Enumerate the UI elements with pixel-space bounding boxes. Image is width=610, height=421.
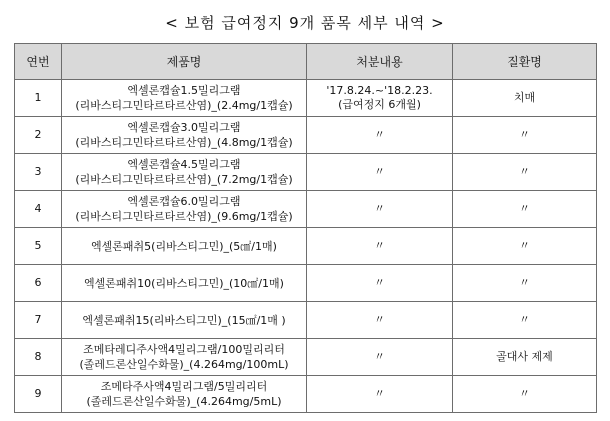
header-disease: 질환명 bbox=[453, 44, 597, 80]
action-cell bbox=[307, 117, 453, 154]
table-body bbox=[15, 80, 597, 413]
row-number: 8 bbox=[15, 339, 62, 376]
disease-cell: 골대사 제제 bbox=[453, 339, 597, 376]
product-name-line: (리바스티그민타르타르산염)_(2.4mg/1캡슐) bbox=[75, 99, 293, 112]
document-title: < 보험 급여정지 9개 품목 세부 내역 > bbox=[165, 14, 445, 32]
action-cell bbox=[307, 191, 453, 228]
disease-cell: 〃 bbox=[453, 191, 597, 228]
product-name-line: (졸레드론산일수화물)_(4.264mg/100mL) bbox=[79, 358, 289, 371]
action-line: 〃 bbox=[374, 313, 385, 326]
disease-cell: 〃 bbox=[453, 228, 597, 265]
header-no: 연번 bbox=[15, 44, 62, 80]
table-row bbox=[15, 228, 597, 265]
product-name-line: (졸레드론산일수화물)_(4.264mg/5mL) bbox=[86, 395, 282, 408]
action-cell bbox=[307, 302, 453, 339]
action-cell bbox=[307, 228, 453, 265]
disease-cell: 〃 bbox=[453, 154, 597, 191]
table-row bbox=[15, 339, 597, 376]
product-name-line: 엑셀론패취10(리바스티그민)_(10㎠/1매) bbox=[84, 276, 284, 290]
action-line: 〃 bbox=[374, 276, 385, 289]
row-number: 4 bbox=[15, 191, 62, 228]
product-name-cell bbox=[62, 339, 307, 376]
row-number: 7 bbox=[15, 302, 62, 339]
product-name-cell bbox=[62, 302, 307, 339]
action-cell bbox=[307, 80, 453, 117]
table-row bbox=[15, 376, 597, 413]
disease-cell: 〃 bbox=[453, 265, 597, 302]
action-line: (급여정지 6개월) bbox=[338, 98, 421, 111]
product-name-line: (리바스티그민타르타르산염)_(9.6mg/1캡슐) bbox=[75, 210, 293, 223]
disease-cell: 치매 bbox=[453, 80, 597, 117]
table-header-row bbox=[15, 44, 597, 80]
action-cell bbox=[307, 339, 453, 376]
product-name-cell bbox=[62, 376, 307, 413]
product-name-line: 엑셀론패취15(리바스티그민)_(15㎠/1매 ) bbox=[82, 313, 286, 327]
action-cell bbox=[307, 265, 453, 302]
row-number: 2 bbox=[15, 117, 62, 154]
table-row bbox=[15, 265, 597, 302]
row-number: 9 bbox=[15, 376, 62, 413]
product-name-line: 엑셀론패취5(리바스티그민)_(5㎠/1매) bbox=[91, 239, 277, 253]
action-cell bbox=[307, 154, 453, 191]
row-number: 6 bbox=[15, 265, 62, 302]
product-name-line: 조메타주사액4밀리그램/5밀리리터 bbox=[100, 380, 268, 393]
product-name-line: (리바스티그민타르타르산염)_(7.2mg/1캡슐) bbox=[75, 173, 293, 186]
action-line: 〃 bbox=[374, 165, 385, 178]
action-cell bbox=[307, 376, 453, 413]
row-number: 1 bbox=[15, 80, 62, 117]
product-name-line: 엑셀론캡슐4.5밀리그램 bbox=[127, 158, 241, 171]
product-name-cell bbox=[62, 191, 307, 228]
product-name-line: 엑셀론캡슐1.5밀리그램 bbox=[127, 84, 241, 97]
action-line: '17.8.24.~'18.2.23. bbox=[326, 84, 433, 97]
product-name-line: (리바스티그민타르타르산염)_(4.8mg/1캡슐) bbox=[75, 136, 293, 149]
suspension-table bbox=[14, 43, 597, 413]
table-row bbox=[15, 80, 597, 117]
action-line: 〃 bbox=[374, 202, 385, 215]
table-row bbox=[15, 191, 597, 228]
table-row bbox=[15, 154, 597, 191]
disease-cell: 〃 bbox=[453, 117, 597, 154]
header-product: 제품명 bbox=[62, 44, 307, 80]
product-name-line: 엑셀론캡슐6.0밀리그램 bbox=[127, 195, 241, 208]
table-row bbox=[15, 302, 597, 339]
row-number: 5 bbox=[15, 228, 62, 265]
product-name-line: 조메타레디주사액4밀리그램/100밀리리터 bbox=[83, 343, 285, 356]
table-row bbox=[15, 117, 597, 154]
action-line: 〃 bbox=[374, 350, 385, 363]
product-name-cell bbox=[62, 154, 307, 191]
product-name-cell bbox=[62, 265, 307, 302]
product-name-line: 엑셀론캡슐3.0밀리그램 bbox=[127, 121, 241, 134]
product-name-cell bbox=[62, 80, 307, 117]
action-line: 〃 bbox=[374, 128, 385, 141]
disease-cell: 〃 bbox=[453, 302, 597, 339]
product-name-cell bbox=[62, 228, 307, 265]
row-number: 3 bbox=[15, 154, 62, 191]
action-line: 〃 bbox=[374, 387, 385, 400]
action-line: 〃 bbox=[374, 239, 385, 252]
disease-cell: 〃 bbox=[453, 376, 597, 413]
header-action: 처분내용 bbox=[307, 44, 453, 80]
product-name-cell bbox=[62, 117, 307, 154]
